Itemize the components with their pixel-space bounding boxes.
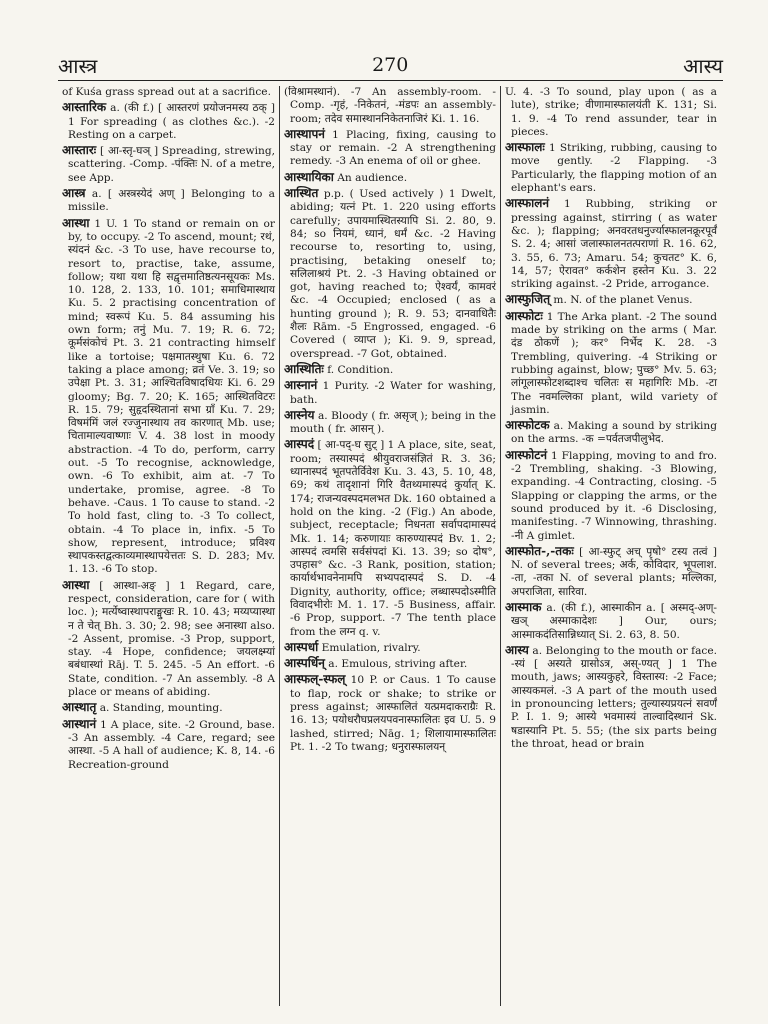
dictionary-entry	[284, 363, 496, 377]
entry-definition: m. N. of the planet Venus.	[553, 294, 693, 307]
dictionary-entry	[62, 579, 275, 700]
entry-definition: f. Condition.	[327, 363, 394, 376]
column-2	[279, 86, 500, 1006]
dictionary-entry	[505, 141, 717, 195]
entry-headword: आस्फोटः	[505, 308, 543, 323]
dictionary-entry	[284, 171, 496, 185]
entry-definition: An audience.	[337, 171, 408, 184]
entry-definition: 1 A place, site. -2 Ground, base. -3 An assembly. -4 Care, regard; see आस्था. -5 A hall of audience; K. 8, 14. -6 Recreation-ground	[68, 718, 275, 771]
entry-definition: [ आ-स्तृ-घञ् ] Spreading, strewing, scattering. -Comp. -पंक्तिः N. of a metre, see App.	[68, 145, 275, 184]
entry-headword: आस्पदं	[284, 437, 315, 452]
entry-headword: आस्फुजित्	[505, 292, 551, 307]
dictionary-entry	[284, 128, 496, 169]
dictionary-entry	[284, 187, 496, 361]
entry-headword: आस्तारः	[62, 143, 97, 158]
header-left-guideword: आस्त्र	[58, 53, 98, 78]
entry-definition: Emulation, rivalry.	[321, 641, 421, 654]
entry-definition: 1 Purity. -2 Water for washing, bath.	[290, 380, 496, 406]
entry-definition: a. Bloody ( fr. असृज् ); being in the mouth ( fr. आसन् ).	[290, 409, 497, 436]
entry-headword: आस्माक	[505, 599, 542, 614]
column-3	[500, 86, 721, 1006]
entry-definition: a. (की f.), आस्माकीन a. [ अस्मद्-अण्-खञ् अस्माकादेशः ] Our, ours; आस्माकदंतिसान्निध्यात् Si. 2. 63, 8. 50.	[511, 601, 717, 641]
entry-headword: आस्थायिका	[284, 169, 334, 184]
entry-headword: आस्थानं	[62, 716, 97, 731]
entry-headword: आस्पर्धा	[284, 639, 319, 654]
dictionary-entry	[505, 293, 717, 307]
entry-headword: आस्फालनं	[505, 196, 550, 211]
dictionary-entry	[505, 310, 717, 417]
page-header	[58, 50, 723, 80]
entry-definition: [ आस्था-अङ् ] 1 Regard, care, respect, consideration, care for ( with loc. ); मर्त्येष्वास्थापराङ्मुखः R. 10. 43; मय्यप्यास्था न ते चेत् Bh. 3. 30; 2. 98; see अनास्था also. -2 Assent, promise. -3 Prop, support, stay. -4 Hope, confidence; जयलक्ष्म्यां बबंधास्थां Rāj. T. 5. 245. -5 An effort. -6 State, condition. -7 An assembly. -8 A place or means of abiding.	[68, 579, 275, 699]
entry-definition: (विश्रामस्थानं). -7 An assembly-room. -Comp. -गृहं, -निकेतनं, -मंडपः an assembly-room; तदेव समास्थाननिकेतनाजिरं Ki. 1. 16.	[284, 86, 496, 125]
dictionary-entry	[284, 657, 496, 671]
entry-definition: [ आ-पद्-घ सुट् ] 1 A place, site, seat, room; तस्यास्पदं श्रीयुवराजसंज्ञितं R. 3. 36; ध्यानास्पदं भूतपतेर्विवेश Ku. 3. 43, 5. 10, 48, 69; कथं तादृशानां गिरि वैतथ्यमास्पदं कुर्यात् K. 174; राजन्यवस्पदमलभत Dk. 160 obtained a hold on the king. -2 (Fig.) An abode, subject, receptacle; निधनता सर्वापदामास्पदं Mk. 1. 14; करुणायाः कारुण्यास्पदं Bv. 1. 2; आस्पदं त्वमसि सर्वसंपदां Ki. 13. 39; so दोष°, उपहास° &c. -3 Rank, position, station; कार्यार्थभावनेनामपि सभ्यपदास्पदं S. D. -4 Dignity, authority, office; लब्धास्पदोऽस्मीति विवादभीरोः M. 1. 17. -5 Business, affair. -6 Prop, support. -7 The tenth place from the लग्न q. v.	[290, 439, 497, 638]
entry-headword: आस्था	[62, 577, 90, 592]
dictionary-entry	[505, 644, 717, 751]
dictionary-entry	[505, 601, 717, 642]
dictionary-entry	[505, 449, 717, 543]
entry-definition: p.p. ( Used actively ) 1 Dwelt, abiding; यत्नं Pt. 1. 220 using efforts carefully; उपायमास्थितस्यापि Si. 2. 80, 9. 84; so नियमं, ध्यानं, धर्मं &c. -2 Having recourse to, resorting to, using, practising, betaking oneself to; सलिलाश्रयं Pt. 2. -3 Having obtained or got, having reached to; ऐश्वर्यं, कामवरं &c. -4 Occupied; enclosed ( as a hunting ground ); R. 9. 53; दानवाधितैः शैलः Rām. -5 Engrossed, engaged. -6 Covered ( व्याप्त ); Ki. 9. 9, spread, overspread. -7 Got, obtained.	[290, 188, 496, 360]
entry-definition: [ आ-स्फुट् अच् पृषो° टस्य तत्वं ] N. of several trees; अर्क, कोविदार, भूपलाश. -ता, -तका N. of several plants; मल्लिका, अपराजिता, सारिवा.	[511, 545, 717, 598]
header-rule	[58, 80, 723, 81]
entry-definition: 1 U. 1 To stand or remain on or by, to occupy. -2 To ascend, mount; रथं, स्यंदनं &c. -3 To use, have recourse to, resort to, practise, take, assume, follow; यथा यथा हि सद्वृत्तमातिष्ठत्यनसूयकः Ms. 10. 128, 2. 133, 10. 101; समाधिमास्थाय Ku. 5. 2 practising concentration of mind; स्वरूपं Ku. 5. 84 assuming his own form; तनुं Mu. 7. 19; R. 6. 72; कूर्मसंकोचं Pt. 3. 21 contracting himself like a tortoise; पक्षमातस्थुषा Ku. 6. 72 taking a place among; व्रतं Ve. 3. 19; so उपेक्षा Pt. 3. 31; आश्चितविषादधियः Ki. 6. 29 gloomy; Bg. 7. 20; K. 165; आस्थितविटरः R. 15. 79; सुहृदस्थितानां सभा ग्राँ Ku. 7. 29; विषमंमिं जलं रज्जुनास्थाय तव कारणात् Mb. use; चितामाल्यवाष्णाः V. 4. 38 lost in moody abstraction. -4 To do, perform, carry out. -5 To recognise, acknowledge, own. -6 To exhibit, aim at. -7 To undertake, promise, agree. -8 To behave. -Caus. 1 To cause to stand. -2 To hold fast, cling to. -3 To collect, obtain. -4 To place in, infix. -5 To show, represent, introduce; प्रविश्य स्थापकस्तद्वत्काव्यमास्थापयेत्ततः S. D. 283; Mv. 1. 13. -6 To stop.	[68, 217, 276, 576]
dictionary-entry	[505, 419, 717, 447]
entry-headword: आस्थातृ	[62, 700, 97, 715]
entry-definition: of Kuśa grass spread out at a sacrifice.	[62, 86, 271, 98]
entry-headword: आस्नेय	[284, 407, 315, 422]
entry-headword: आस्य	[505, 642, 529, 657]
dictionary-entry	[284, 409, 496, 437]
dictionary-entry	[62, 718, 275, 772]
dictionary-entry	[505, 545, 717, 599]
entry-definition: 1 Striking, rubbing, causing to move gently. -2 Flapping. -3 Particularly, the flapping motion of an elephant's ears.	[511, 142, 717, 195]
column-1	[58, 86, 279, 1006]
entry-definition: a. Standing, mounting.	[99, 702, 223, 715]
entry-definition: a. Emulous, striving after.	[328, 658, 468, 671]
entry-definition: a. Making a sound by striking on the arms. -क =पर्वतजपीलुभेद.	[511, 420, 718, 446]
entry-headword: आस्फोटनं	[505, 447, 548, 462]
dictionary-entry	[62, 86, 275, 99]
dictionary-entry	[62, 101, 275, 142]
entry-headword: आस्फोत-,-तकः	[505, 543, 574, 558]
dictionary-entry	[284, 641, 496, 655]
entry-definition: a. [ अस्त्रस्येदं अण् ] Belonging to a missile.	[68, 188, 275, 214]
entry-definition: 1 Flapping, moving to and fro. -2 Trembling, shaking. -3 Blowing, expanding. -4 Contracting, closing. -5 Slapping or clapping the arms, or the sound produced by it. -6 Disclosing, manifesting. -7 Winnowing, thrashing. -नी A gimlet.	[511, 449, 717, 542]
entry-headword: आस्नानं	[284, 378, 318, 393]
dictionary-entry	[284, 673, 496, 754]
entry-headword: आस्फालः	[505, 140, 545, 155]
dictionary-entry	[62, 701, 275, 715]
entry-headword: आस्फोटक	[505, 418, 550, 433]
entry-headword: आस्फल्-स्फल्	[284, 672, 346, 687]
dictionary-entry	[505, 86, 717, 139]
entry-headword: आस्थापनं	[284, 126, 325, 141]
dictionary-entry	[284, 86, 496, 126]
dictionary-entry	[284, 438, 496, 638]
page-number: 270	[372, 54, 409, 76]
entry-headword: आस्पर्धिन्	[284, 656, 325, 671]
dictionary-entry	[62, 144, 275, 185]
header-right-guideword: आस्य	[683, 53, 723, 78]
dictionary-entry	[62, 217, 275, 577]
entry-definition: 1 Rubbing, striking or pressing against, stirring ( as water &c. ); flapping; अनवरतधनुर्ज्यास्फालनक्रूरपूर्वं S. 2. 4; आसां जलास्फालनतत्पराणां R. 16. 62, 3. 55, 6. 73; Amaru. 54; कुचतट° K. 6, 14, 57; ऐरावत° कर्कशेन हस्तेन Ku. 3. 22 striking against. -2 Pride, arrogance.	[511, 198, 717, 291]
entry-headword: आस्तारिक	[62, 100, 107, 115]
entry-definition: 1 The Arka plant. -2 The sound made by striking on the arms ( Mar. दंड ठोकणें ); कर° निर्भेद K. 28. -3 Trembling, quivering. -4 Striking or rubbing against, blow; पुच्छ° Mv. 5. 63; लांगूलास्फोटशब्दाश्च चलितः स महागिरिः Mb. -टा The नवमल्लिका plant, wild variety of jasmin.	[511, 310, 717, 416]
dictionary-entry	[284, 379, 496, 407]
text-columns	[58, 86, 723, 1006]
entry-headword: आस्त्र	[62, 186, 86, 201]
entry-headword: आस्थित	[284, 186, 319, 201]
entry-definition: U. 4. -3 To sound, play upon ( as a lute), strike; वीणामास्फालयंती K. 131; Si. 1. 9. -4 To rend assunder, tear in pieces.	[505, 86, 717, 138]
entry-definition: a. (की f.) [ आस्तरणं प्रयोजनमस्य ठक् ] 1 For spreading ( as clothes &c.). -2 Resting on a carpet.	[68, 102, 275, 141]
entry-definition: a. Belonging to the mouth or face. -स्यं [ अस्यते ग्रासोऽत्र, अस्-ण्यत् ] 1 The mouth, jaws; आस्यकुहरे, विस्तास्य: -2 Face; आस्यकमलं. -3 A part of the mouth used in pronouncing letters; तुल्यास्यप्रयत्नं सवर्णं P. I. 1. 9; आस्ये भवमास्यं ताल्वादिस्थानं Sk. षडास्यानि Pt. 5. 55; (the six parts being the throat, head or brain	[511, 644, 717, 750]
dictionary-entry	[505, 197, 717, 291]
dictionary-entry	[62, 187, 275, 215]
entry-headword: आस्था	[62, 215, 90, 230]
entry-definition: 10 P. or Caus. 1 To cause to flap, rock or shake; to strike or press against; आस्फालितं यत्प्रमदाकराग्रैः R. 16. 13; पयोधरौघप्रलयपवनास्फालितः इव U. 5. 9 lashed, stirred; Nāg. 1; शिलायामास्फालितः Pt. 1. -2 To twang; धनुरास्फालयन्	[290, 674, 496, 753]
entry-headword: आस्थितिः	[284, 361, 324, 376]
entry-definition: 1 Placing, fixing, causing to stay or remain. -2 A strengthening remedy. -3 An enema of oil or ghee.	[290, 128, 497, 168]
